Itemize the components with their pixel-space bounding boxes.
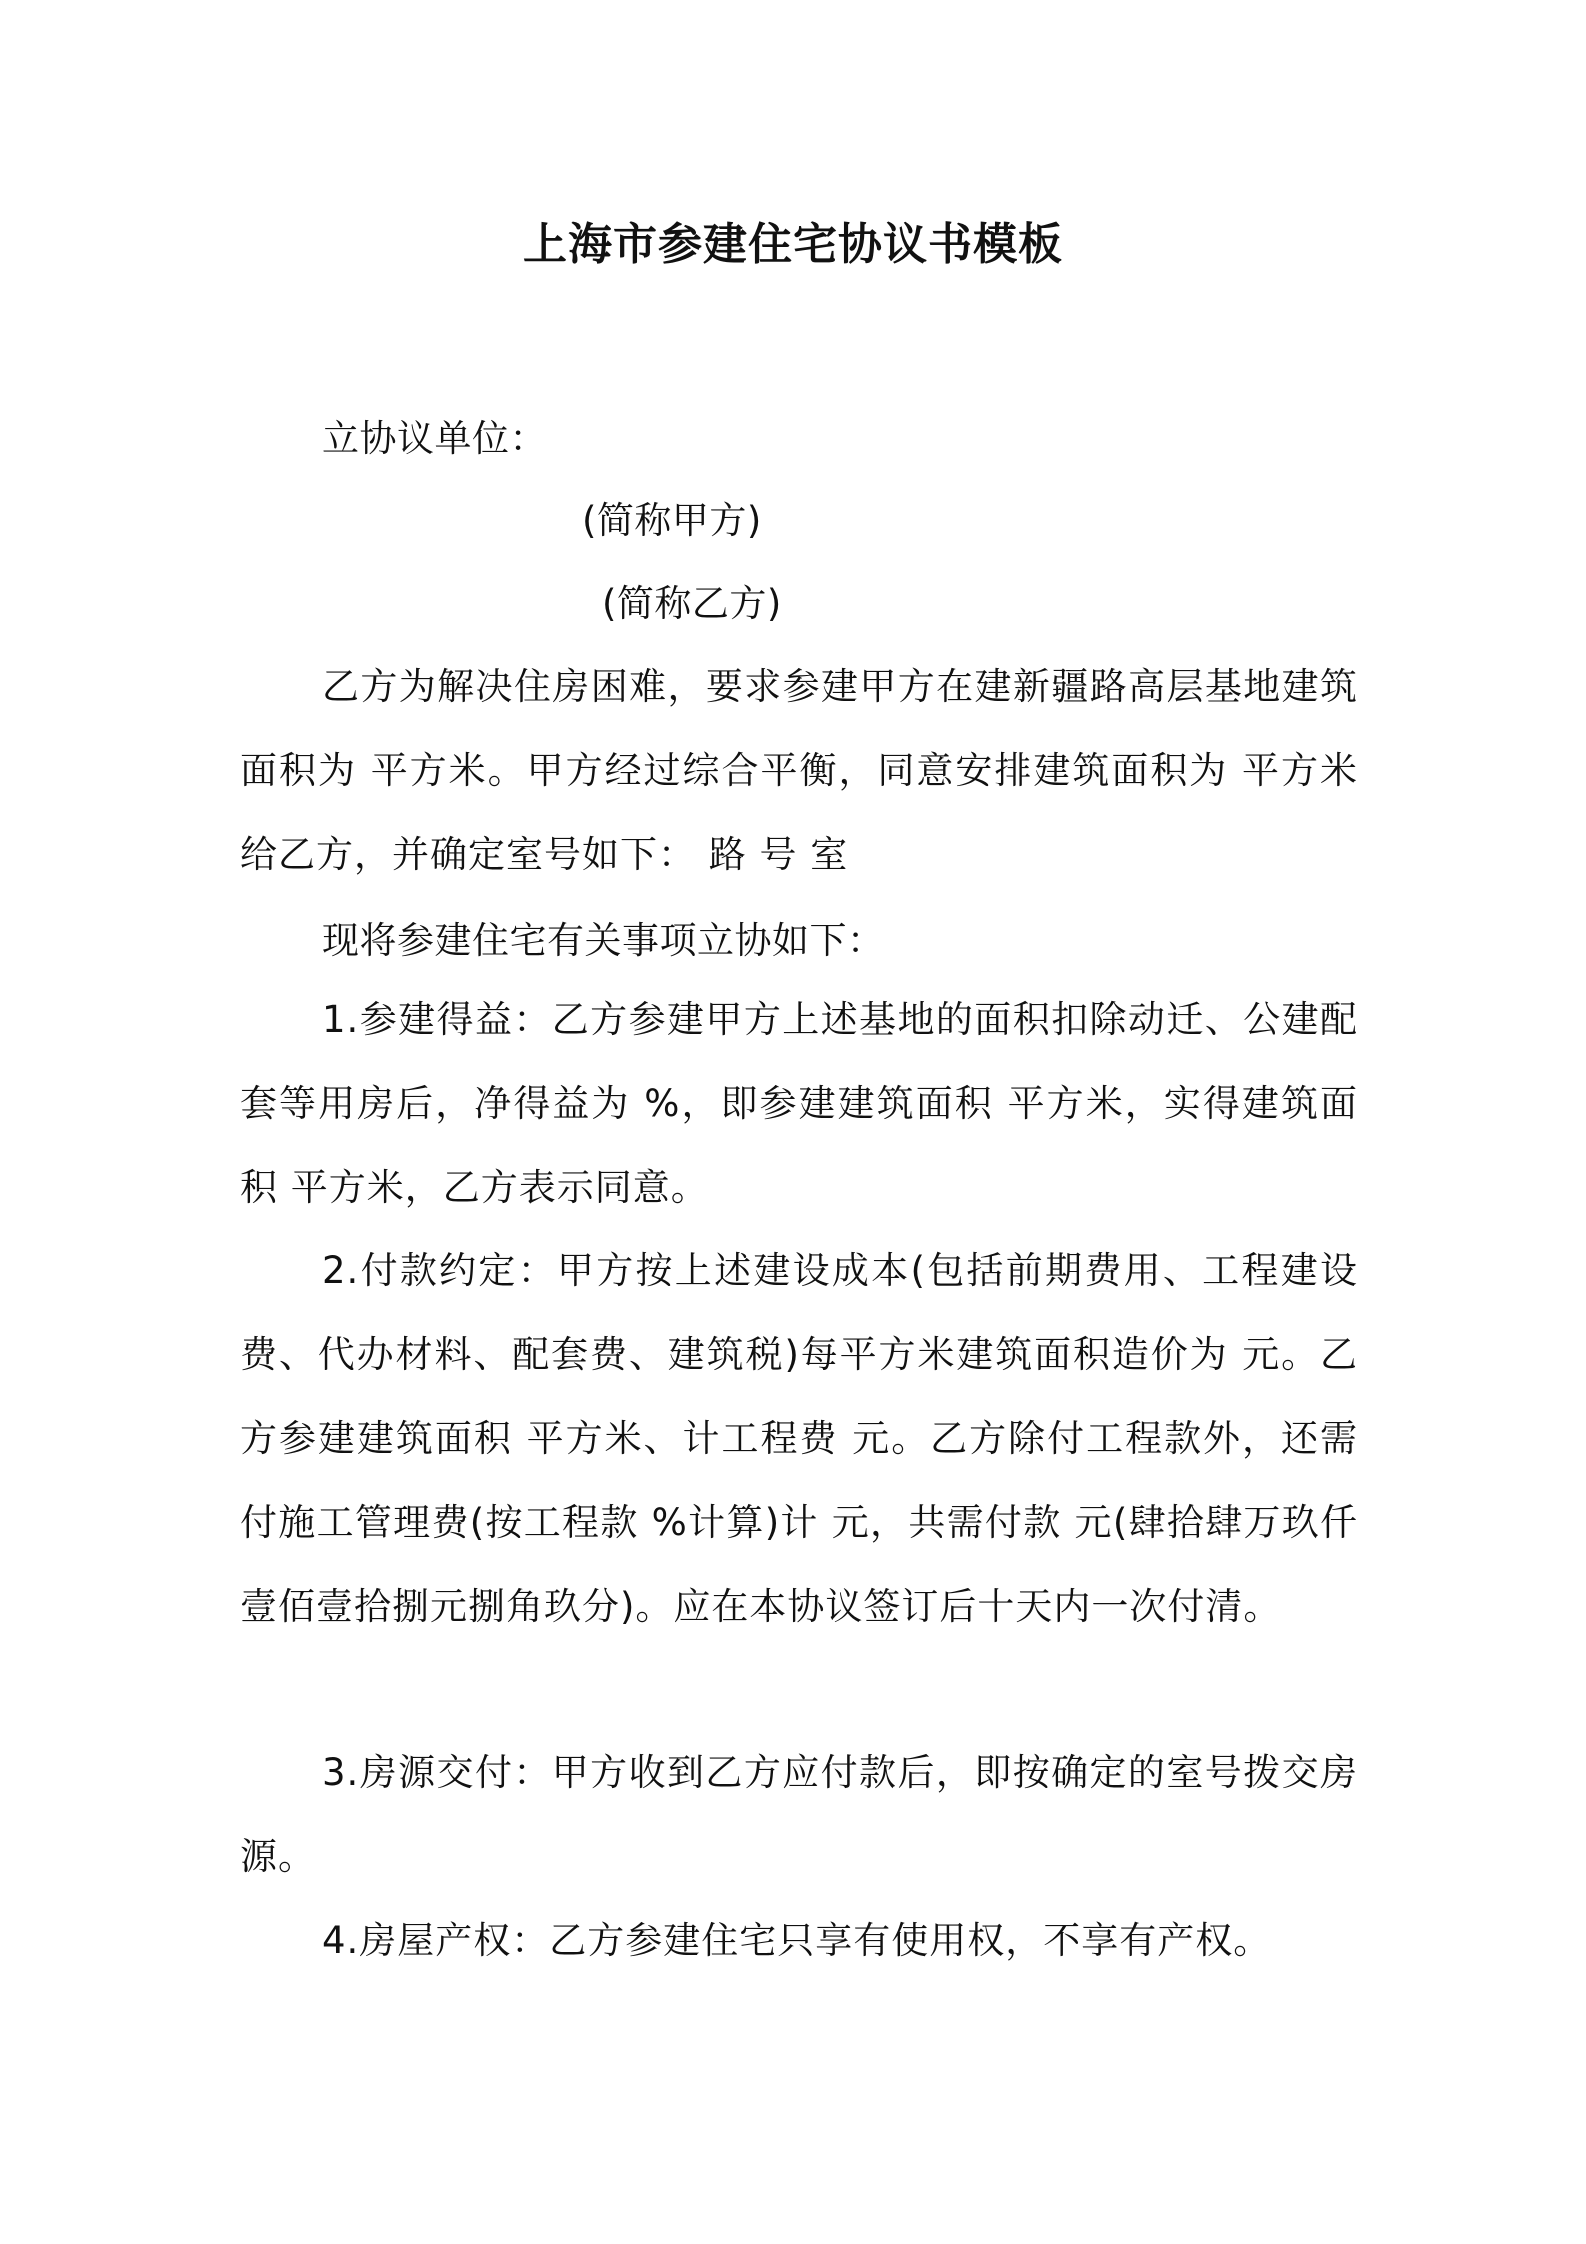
intro-paragraph: 乙方为解决住房困难，要求参建甲方在建新疆路高层基地建筑面积为 平方米。甲方经过综合平衡，同意安排建筑面积为 平方米给乙方，并确定室号如下： 路 号 室 — [240, 665, 1358, 876]
parties-label: 立协议单位： — [322, 417, 547, 460]
document-title: 上海市参建住宅协议书模板 — [523, 219, 1063, 270]
clause-participation-benefit: 1.参建得益：乙方参建甲方上述基地的面积扣除动迁、公建配套等用房后，净得益为 %，即参建建筑面积 平方米，实得建筑面积 平方米，乙方表示同意。 — [240, 998, 1358, 1209]
lead-in-paragraph: 现将参建住宅有关事项立协如下： — [322, 919, 885, 962]
clause-payment-terms: 2.付款约定：甲方按上述建设成本(包括前期费用、工程建设费、代办材料、配套费、建筑税)每平方米建筑面积造价为 元。乙方参建建筑面积 平方米、计工程费 元。乙方除付工程款外，还需付施工管理费(按工程款 %计算)计 元，共需付款 元(肆拾肆万玖仟壹佰壹拾捌元捌角玖分)。应在本协议签订后十天内一次付清。 — [240, 1249, 1358, 1628]
clause-housing-delivery: 3.房源交付：甲方收到乙方应付款后，即按确定的室号拨交房源。 — [240, 1751, 1358, 1878]
party-b-label: (简称乙方) — [602, 582, 782, 625]
clause-property-rights: 4.房屋产权：乙方参建住宅只享有使用权，不享有产权。 — [322, 1919, 1272, 1962]
party-a-label: (简称甲方) — [582, 499, 762, 542]
